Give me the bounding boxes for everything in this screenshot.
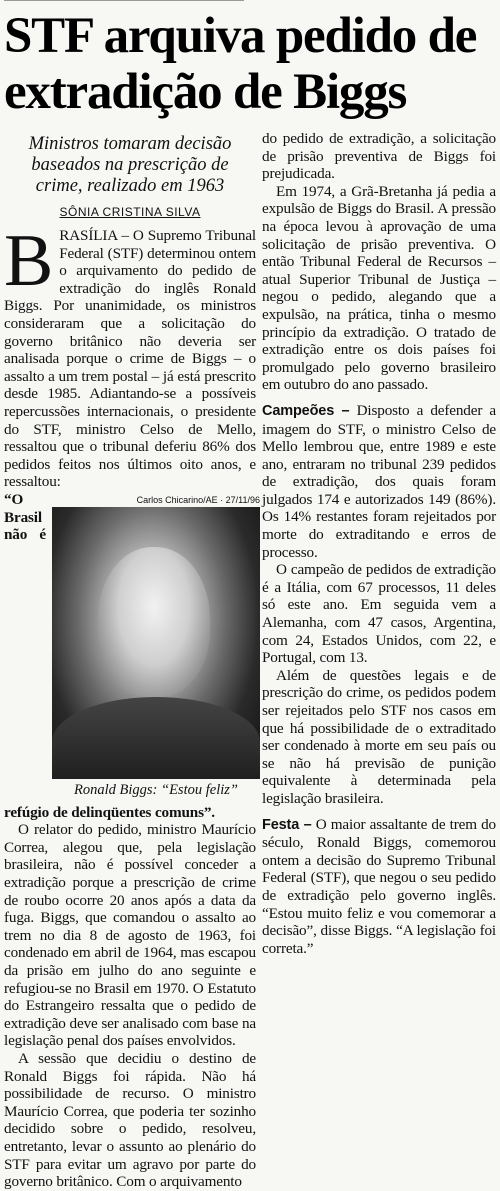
paragraph-relator: O relator do pedido, ministro Maurício Correa, alegou que, pela legislação brasileira, não é possível conceder a extradição porque a prescrição de crime de roubo ocorre 20 anos após a data da fuga. Biggs, que comandou o assalto ao trem no dia 8 de agosto de 1963, foi condenado em abril de 1964, mas escapou da prisão em julho do ano seguinte e refugiou-se no Brasil em 1970. O Estatuto do Estrangeiro ressalta que o pedido de extradição deve ser analisado com base na legislação penal dos países envolvidos.: [4, 821, 256, 1050]
subhead-festa: Festa –: [262, 816, 312, 833]
byline: SÔNIA CRISTINA SILVA: [59, 205, 201, 219]
deck: Ministros tomaram decisão baseados na prescrição de crime, realizado em 1963: [28, 134, 232, 196]
photo-shoulder: [52, 697, 260, 779]
paragraph-festa: Festa – O maior assaltante de trem do século, Ronald Biggs, comemorou ontem a decisão do Supremo Tribunal Federal (STF), que negou o seu pedido de extradição pelo governo inglês. “Estou muito feliz e vou comemorar a decisão”, disse Biggs. “A legislação foi correta.”: [262, 815, 496, 957]
paragraph-continuation: do pedido de extradição, a solicitação de prisão preventiva de Biggs foi prejudicada.: [262, 130, 496, 183]
headline: STF arquiva pedido de extradição de Biggs: [4, 8, 477, 120]
paragraph-campeoes: Campeões – Disposto a defender a imagem do STF, o ministro Celso de Mello lembrou que, entre 1989 e este ano, entraram no tribunal 239 pedidos de extradição, dos quais foram julgados 174 e autorizados 149 (86%). Os 14% restantes foram rejeitados por morte do extraditando e erros de processo.: [262, 401, 496, 561]
right-column: [262, 130, 496, 957]
paragraph-italia: O campeão de pedidos de extradição é a Itália, com 67 processos, 11 deles só este ano. Em seguida vem a Alemanha, com 47 casos, Argentina, com 24, Estados Unidos, com 22, e Portugal, com 13.: [262, 561, 496, 667]
lead-paragraph: [4, 220, 256, 491]
photo-block: [52, 495, 260, 799]
photo-face: [98, 547, 210, 697]
drop-cap: B: [4, 220, 54, 302]
ronald-biggs-photo: [52, 507, 260, 779]
top-rule: [4, 0, 244, 3]
photo-section: [4, 490, 260, 1050]
pull-quote: “O Brasil não é refúgio de delinqüentes comuns”.: [4, 490, 215, 821]
photo-credit: Carlos Chicarino/AE · 27/11/96: [136, 494, 260, 505]
left-column: [4, 130, 260, 1191]
paragraph-questoes: Além de questões legais e de prescrição do crime, os pedidos podem ser rejeitados pelo STF nos casos em que há possibilidade de o extraditado ser condenado à morte em seu país ou se não há previsão de punição equivalente à determinada pela legislação brasileira.: [262, 666, 496, 807]
paragraph-1974: Em 1974, a Grã-Bretanha já pedia a expulsão de Biggs do Brasil. A pressão na época levou à aprovação de uma solicitação de prisão preventiva. O então Tribunal Federal de Recursos – atual Superior Tribunal de Justiça – negou o pedido, alegando que a expulsão, na prática, tinha o mesmo princípio da extradição. O tratado de extradição entre os dois países foi promulgado pelo governo brasileiro em outubro do ano passado.: [262, 182, 496, 394]
paragraph-sessao: A sessão que decidiu o destino de Ronald Biggs foi rápida. Não há possibilidade de recurso. O ministro Maurício Correa, que poderia ter sozinho decidido sobre o pedido, resolveu, entretanto, levar o assunto ao plenário do STF para evitar um agravo por parte do governo britânico. Com o arquivamento: [4, 1050, 256, 1191]
photo-caption: Ronald Biggs: “Estou feliz”: [74, 781, 238, 798]
subhead-campeoes: Campeões –: [262, 402, 350, 419]
lead-text: RASÍLIA – O Supremo Tribunal Federal (STF) determinou ontem o arquivamento do pedido de extradição do inglês Ronald Biggs. Por unanimidade, os ministros consideraram que a solicitação do governo britânico não deveria ser analisada porque o crime de Biggs – o assalto a um trem postal – já está prescrito desde 1985. Adiantando-se a possíveis repercussões internacionais, o presidente do STF, ministro Celso de Mello, ressaltou que o tribunal deferiu 86% dos pedidos feitos nos últimos oito anos, e ressaltou:: [4, 227, 256, 491]
